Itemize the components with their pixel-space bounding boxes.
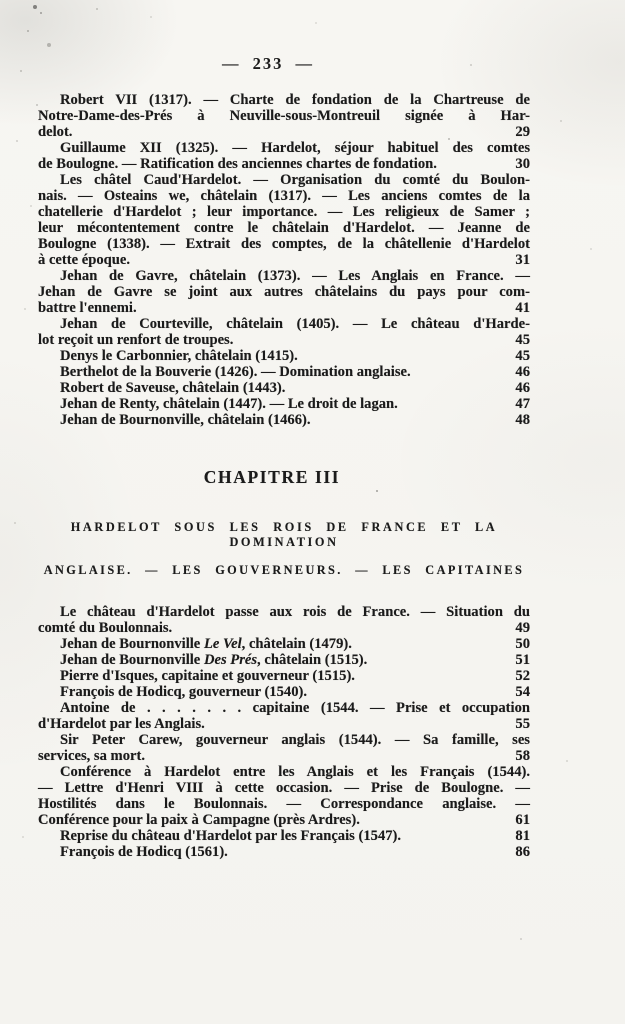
toc-entry-line: Jehan de Bournonville Le Vel, châtelain (1479). — [60, 636, 352, 652]
toc-page-ref: 48 — [515, 412, 530, 428]
toc-entry-line: Pierre d'Isques, capitaine et gouverneur (1515). — [60, 668, 355, 684]
toc-entry — [38, 396, 530, 412]
toc-entry-line: Denys le Carbonnier, châtelain (1415). — [60, 348, 298, 364]
toc-page-ref: 30 — [515, 156, 530, 172]
toc-entry-line: battre l'ennemi. — [38, 300, 137, 316]
page-number: — 233 — — [222, 54, 314, 73]
toc-page-ref: 81 — [515, 828, 530, 844]
toc-entry-line: Jehan de Gavre se joint aux autres châtelains du pays pour com- — [38, 284, 530, 300]
chapter-subtitle-line1: HARDELOT SOUS LES ROIS DE FRANCE ET LA DOMINATION — [70, 520, 498, 549]
toc-entry-line: Guillaume XII (1325). — Hardelot, séjour habituel des comtes — [60, 140, 530, 156]
toc-section-chapter2 — [38, 92, 530, 428]
toc-entry-line: François de Hodicq, gouverneur (1540). — [60, 684, 308, 700]
toc-page-ref: 50 — [515, 636, 530, 652]
toc-entry — [38, 732, 530, 764]
toc-entry-line: Reprise du château d'Hardelot par les Français (1547). — [60, 828, 402, 844]
toc-page-ref: 45 — [515, 348, 530, 364]
toc-entry-line: Les châtel Caud'Hardelot. — Organisation du comté du Boulon- — [60, 172, 530, 188]
toc-entry-line: Berthelot de la Bouverie (1426). — Domination anglaise. — [60, 364, 411, 380]
toc-section-chapter3 — [38, 604, 530, 860]
toc-entry — [38, 380, 530, 396]
toc-entry — [38, 348, 530, 364]
chapter-heading: CHAPITRE III — [203, 467, 341, 487]
toc-entry-line: — Lettre d'Henri VIII à cette occasion. — Prise de Boulogne. — — [38, 780, 530, 796]
toc-entry-line: Antoine de . . . . . . . capitaine (1544. — Prise et occupation — [60, 700, 530, 716]
toc-entry-line: de Boulogne. — Ratification des anciennes chartes de fondation. — [38, 156, 437, 172]
toc-entry-line: à cette époque. — [38, 252, 130, 268]
toc-entry-line: François de Hodicq (1561). — [60, 844, 228, 860]
toc-page-ref: 41 — [515, 300, 530, 316]
toc-entry-line: chatellerie d'Hardelot ; leur importance. — Les religieux de Samer ; — [38, 204, 530, 220]
toc-entry — [38, 412, 530, 428]
toc-entry-line: Conférence à Hardelot entre les Anglais et les Français (1544). — [60, 764, 530, 780]
toc-entry-line: Jehan de Courteville, châtelain (1405). — Le château d'Harde- — [60, 316, 530, 332]
toc-entry-line: d'Hardelot par les Anglais. — [38, 716, 205, 732]
toc-entry — [38, 604, 530, 636]
toc-entry — [38, 316, 530, 348]
toc-entry-line: Boulogne (1338). — Extrait des comptes, de la châtellenie d'Hardelot — [38, 236, 530, 252]
toc-entry-line: Robert de Saveuse, châtelain (1443). — [60, 380, 286, 396]
toc-entry — [38, 172, 530, 268]
toc-entry — [38, 844, 530, 860]
toc-entry-line: Jehan de Renty, châtelain (1447). — Le droit de lagan. — [60, 396, 398, 412]
toc-entry-line: Jehan de Bournonville Des Prés, châtelain (1515). — [60, 652, 368, 668]
toc-entry-line: services, sa mort. — [38, 748, 145, 764]
toc-entry — [38, 652, 530, 668]
toc-page-ref: 54 — [515, 684, 530, 700]
toc-entry-line: Conférence pour la paix à Campagne (près Ardres). — [38, 812, 360, 828]
toc-entry-line: Le château d'Hardelot passe aux rois de France. — Situation du — [60, 604, 530, 620]
toc-entry-line: Notre-Dame-des-Prés à Neuville-sous-Montreuil signée à Har- — [38, 108, 530, 124]
toc-entry-line: Jehan de Gavre, châtelain (1373). — Les Anglais en France. — — [60, 268, 530, 284]
toc-entry — [38, 700, 530, 732]
toc-page-ref: 55 — [515, 716, 530, 732]
toc-page-ref: 46 — [515, 380, 530, 396]
toc-entry — [38, 668, 530, 684]
toc-entry-line: comté du Boulonnais. — [38, 620, 173, 636]
toc-entry — [38, 636, 530, 652]
toc-entry — [38, 828, 530, 844]
toc-entry-line: Sir Peter Carew, gouverneur anglais (1544). — Sa famille, ses — [60, 732, 530, 748]
toc-page-ref: 49 — [515, 620, 530, 636]
toc-entry-line: lot reçoit un renfort de troupes. — [38, 332, 234, 348]
toc-page-ref: 52 — [515, 668, 530, 684]
toc-page-ref: 46 — [515, 364, 530, 380]
toc-entry — [38, 764, 530, 828]
toc-page-ref: 58 — [515, 748, 530, 764]
chapter-subtitle-line2: ANGLAISE. — LES GOUVERNEURS. — LES CAPITAINES — [43, 563, 525, 577]
toc-entry — [38, 92, 530, 140]
toc-page-ref: 86 — [515, 844, 530, 860]
page-content — [38, 0, 530, 860]
toc-entry-line: Hostilités dans le Boulonnais. — Correspondance anglaise. — — [38, 796, 530, 812]
toc-entry-line: nais. — Osteains we, châtelain (1317). — Les anciens comtes de la — [38, 188, 530, 204]
toc-page-ref: 61 — [515, 812, 530, 828]
toc-entry-line: Jehan de Bournonville, châtelain (1466). — [60, 412, 311, 428]
toc-page-ref: 45 — [515, 332, 530, 348]
toc-entry — [38, 268, 530, 316]
toc-page-ref: 51 — [515, 652, 530, 668]
scan-noise-speckles — [0, 0, 2, 2]
toc-entry-line: Robert VII (1317). — Charte de fondation de la Chartreuse de — [60, 92, 530, 108]
toc-page-ref: 31 — [515, 252, 530, 268]
toc-entry-line: delot. — [38, 124, 73, 140]
toc-entry — [38, 140, 530, 172]
toc-entry — [38, 364, 530, 380]
toc-page-ref: 47 — [515, 396, 530, 412]
toc-page-ref: 29 — [515, 124, 530, 140]
toc-entry-line: leur mécontentement contre le châtelain d'Hardelot. — Jeanne de — [38, 220, 530, 236]
toc-entry — [38, 684, 530, 700]
